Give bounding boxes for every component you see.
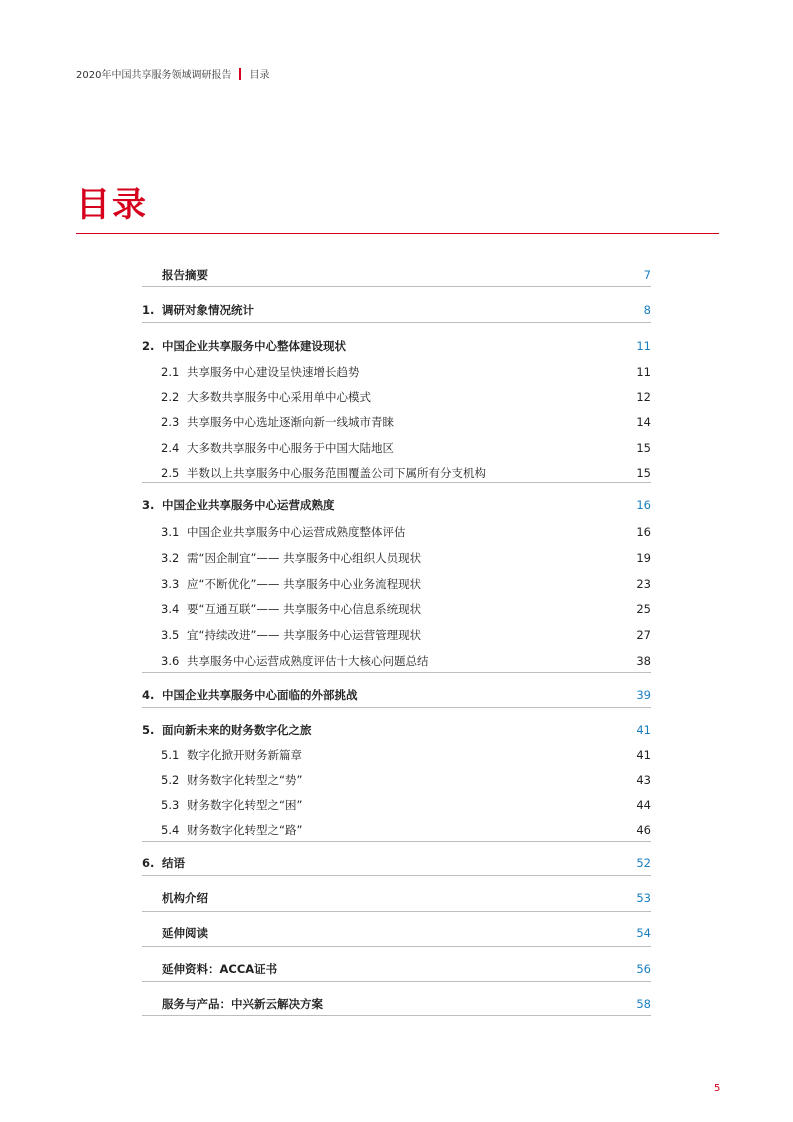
toc-entry-label (142, 524, 406, 540)
toc-entry-label (142, 338, 346, 354)
toc-divider (142, 875, 651, 876)
toc-entry-text: 机构介绍 (162, 891, 208, 905)
toc-entry-number: 4. (142, 688, 155, 702)
toc-entry-number: 1. (142, 303, 155, 317)
toc-entry-label (142, 653, 429, 669)
toc-entry-label (142, 925, 208, 941)
toc-entry-text: 应“不断优化”—— 共享服务中心业务流程现状 (187, 577, 422, 591)
toc-subentry[interactable] (142, 573, 651, 595)
toc-entry-label (142, 687, 358, 703)
title-divider (76, 233, 719, 234)
toc-entry-label (142, 890, 208, 906)
toc-entry-text: 财务数字化转型之“路” (187, 823, 303, 837)
toc-entry-number: 2.5 (161, 466, 180, 480)
toc-subentry[interactable] (142, 462, 651, 484)
toc-page-number[interactable]: 41 (636, 723, 651, 737)
toc-entry-label (142, 797, 302, 813)
toc-entry-label (142, 855, 185, 871)
toc-entry-number: 6. (142, 856, 155, 870)
toc-entry[interactable] (142, 922, 651, 944)
toc-page-number[interactable]: 41 (636, 748, 651, 762)
toc-entry-label (142, 267, 208, 283)
toc-entry-text: 宜“持续改进”—— 共享服务中心运营管理现状 (187, 628, 422, 642)
toc-subentry[interactable] (142, 547, 651, 569)
toc-entry-label (142, 747, 302, 763)
toc-entry-label (142, 302, 254, 318)
toc-subentry[interactable] (142, 521, 651, 543)
toc-entry-label (142, 465, 486, 481)
toc-page-number[interactable]: 16 (636, 498, 651, 512)
toc-entry-text: 报告摘要 (162, 268, 208, 282)
toc-page-number[interactable]: 44 (636, 798, 651, 812)
toc-entry-text: 需“因企制宜”—— 共享服务中心组织人员现状 (187, 551, 422, 565)
toc-subentry[interactable] (142, 624, 651, 646)
toc-subentry[interactable] (142, 598, 651, 620)
toc-entry-label (142, 601, 421, 617)
toc-entry-text: 大多数共享服务中心采用单中心模式 (187, 390, 371, 404)
toc-page-number[interactable]: 25 (636, 602, 651, 616)
page-number: 5 (714, 1083, 721, 1094)
toc-divider (142, 286, 651, 287)
toc-entry[interactable] (142, 335, 651, 357)
section-name: 目录 (249, 70, 270, 81)
header-divider (239, 68, 241, 80)
toc-entry[interactable] (142, 299, 651, 321)
toc-page-number[interactable]: 52 (636, 856, 651, 870)
toc-entry-number: 2. (142, 339, 155, 353)
toc-entry-label (142, 996, 323, 1012)
toc-entry[interactable] (142, 264, 651, 286)
toc-page-number[interactable]: 15 (636, 441, 651, 455)
toc-entry-label (142, 364, 360, 380)
toc-page-number[interactable]: 54 (636, 926, 651, 940)
toc-page-number[interactable]: 15 (636, 466, 651, 480)
toc-entry-label (142, 772, 302, 788)
toc-entry-text: 延伸资料：ACCA证书 (162, 962, 278, 976)
toc-entry-number: 3.1 (161, 525, 180, 539)
toc-entry-text: 结语 (162, 856, 185, 870)
toc-entry-text: 半数以上共享服务中心服务范围覆盖公司下属所有分支机构 (187, 466, 486, 480)
toc-subentry[interactable] (142, 411, 651, 433)
toc-page-number[interactable]: 43 (636, 773, 651, 787)
toc-entry[interactable] (142, 887, 651, 909)
toc-page-number[interactable]: 11 (636, 365, 651, 379)
toc-divider (142, 707, 651, 708)
toc-page-number[interactable]: 14 (636, 415, 651, 429)
toc-entry-number: 3. (142, 498, 155, 512)
toc-subentry[interactable] (142, 794, 651, 816)
toc-entry-label (142, 627, 421, 643)
toc-divider (142, 981, 651, 982)
toc-page-number[interactable]: 38 (636, 654, 651, 668)
toc-page-number[interactable]: 53 (636, 891, 651, 905)
toc-entry-number: 5.1 (161, 748, 180, 762)
toc-entry-text: 大多数共享服务中心服务于中国大陆地区 (187, 441, 394, 455)
toc-subentry[interactable] (142, 744, 651, 766)
toc-divider (142, 322, 651, 323)
toc-entry-number: 2.3 (161, 415, 180, 429)
toc-subentry[interactable] (142, 769, 651, 791)
toc-entry-number: 5.2 (161, 773, 180, 787)
toc-entry[interactable] (142, 719, 651, 741)
toc-entry-label (142, 440, 394, 456)
toc-page-number[interactable]: 27 (636, 628, 651, 642)
toc-page-number[interactable]: 16 (636, 525, 651, 539)
toc-entry-text: 财务数字化转型之“困” (187, 798, 303, 812)
toc-page-number[interactable]: 8 (643, 303, 651, 317)
toc-divider (142, 911, 651, 912)
toc-divider (142, 1015, 651, 1016)
toc-entry-number: 5.3 (161, 798, 180, 812)
toc-entry-label (142, 822, 302, 838)
toc-entry-label (142, 550, 421, 566)
toc-page-number[interactable]: 39 (636, 688, 651, 702)
toc-entry-text: 服务与产品：中兴新云解决方案 (162, 997, 323, 1011)
page-title: 目录 (76, 185, 148, 225)
toc-entry-label (142, 961, 277, 977)
toc-subentry[interactable] (142, 819, 651, 841)
toc-entry-number: 2.1 (161, 365, 180, 379)
toc-entry-text: 中国企业共享服务中心面临的外部挑战 (162, 688, 358, 702)
toc-entry[interactable] (142, 852, 651, 874)
report-title: 2020年中国共享服务领域调研报告 (76, 70, 232, 81)
toc-page-number[interactable]: 56 (636, 962, 651, 976)
toc-entry[interactable] (142, 684, 651, 706)
toc-divider (142, 482, 651, 483)
running-header (76, 66, 269, 81)
toc-page-number[interactable]: 58 (636, 997, 651, 1011)
toc-entry-label (142, 497, 335, 513)
toc-entry-text: 延伸阅读 (162, 926, 208, 940)
toc-entry[interactable] (142, 958, 651, 980)
toc-entry-number: 2.2 (161, 390, 180, 404)
toc-entry-text: 中国企业共享服务中心运营成熟度 (162, 498, 335, 512)
toc-subentry[interactable] (142, 386, 651, 408)
toc-subentry[interactable] (142, 361, 651, 383)
toc-entry-label (142, 414, 394, 430)
toc-entry-text: 中国企业共享服务中心运营成熟度整体评估 (187, 525, 406, 539)
toc-entry-text: 共享服务中心运营成熟度评估十大核心问题总结 (187, 654, 429, 668)
toc-entry[interactable] (142, 494, 651, 516)
toc-page-number[interactable]: 11 (636, 339, 651, 353)
toc-entry-text: 共享服务中心建设呈快速增长趋势 (187, 365, 360, 379)
toc-entry-text: 中国企业共享服务中心整体建设现状 (162, 339, 346, 353)
toc-entry-number: 3.5 (161, 628, 180, 642)
toc-entry-number: 3.2 (161, 551, 180, 565)
toc-entry-label (142, 722, 312, 738)
toc-entry-number: 2.4 (161, 441, 180, 455)
toc-entry-label (142, 389, 371, 405)
toc-entry-number: 3.4 (161, 602, 180, 616)
toc-entry-label (142, 576, 421, 592)
toc-subentry[interactable] (142, 650, 651, 672)
toc-entry-text: 数字化掀开财务新篇章 (187, 748, 302, 762)
toc-entry-text: 共享服务中心选址逐渐向新一线城市青睐 (187, 415, 394, 429)
toc-entry-text: 财务数字化转型之“势” (187, 773, 303, 787)
toc-page-number[interactable]: 7 (643, 268, 651, 282)
toc-divider (142, 672, 651, 673)
toc-entry-text: 要“互通互联”—— 共享服务中心信息系统现状 (187, 602, 422, 616)
toc-entry-text: 调研对象情况统计 (162, 303, 254, 317)
toc-entry-number: 3.6 (161, 654, 180, 668)
toc-page-number[interactable]: 23 (636, 577, 651, 591)
toc-entry[interactable] (142, 993, 651, 1015)
toc-entry-number: 3.3 (161, 577, 180, 591)
toc-entry-number: 5. (142, 723, 155, 737)
toc-page-number[interactable]: 46 (636, 823, 651, 837)
toc-subentry[interactable] (142, 437, 651, 459)
toc-page-number[interactable]: 19 (636, 551, 651, 565)
toc-divider (142, 946, 651, 947)
toc-entry-number: 5.4 (161, 823, 180, 837)
toc-entry-text: 面向新未来的财务数字化之旅 (162, 723, 312, 737)
toc-divider (142, 841, 651, 842)
toc-page-number[interactable]: 12 (636, 390, 651, 404)
